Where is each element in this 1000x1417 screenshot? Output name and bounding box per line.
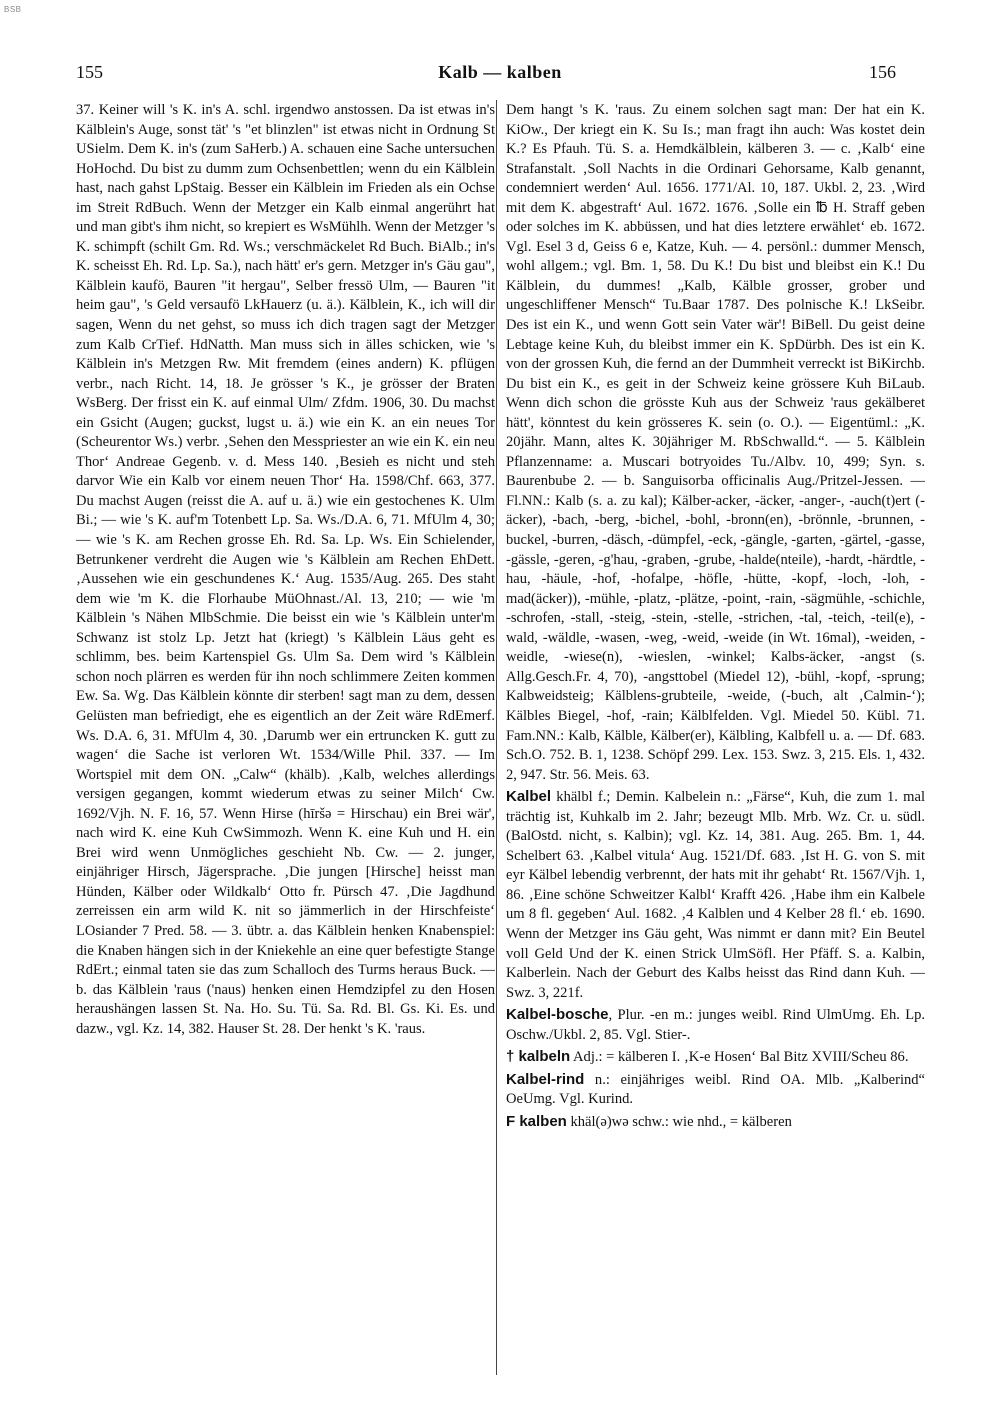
library-stamp: BSB: [4, 5, 22, 14]
lemma-kalbeln: † kalbeln: [506, 1048, 571, 1066]
entry-kalbel-rind: [506, 1070, 925, 1110]
entry-kalbel-bosche: [506, 1005, 925, 1045]
entry-kalbeln-text: Adj.: = kälberen I. ‚K-e Hosen‘ Bal Bitz XVIII/Scheu 86.: [570, 1049, 909, 1066]
running-title: Kalb — kalben: [438, 62, 562, 82]
column-divider: [496, 100, 497, 1375]
left-column: [76, 101, 495, 1391]
lemma-kalbel-bosche: Kalbel-bosche: [506, 1006, 609, 1024]
lemma-kalbel: Kalbel: [506, 788, 552, 806]
lemma-kalben: F kalben: [506, 1112, 567, 1130]
page-number-left: 155: [76, 62, 103, 82]
entry-kalbel-rind-text: n.: einjähriges weibl. Rind OA. Mlb. „Kalberind“ OeUmg. Vgl. Kurind.: [506, 1071, 925, 1108]
right-column-text: Dem hangt 's K. 'raus. Zu einem solchen sagt man: Der hat ein K. KiOw., Der kriegt ein K. Su Is.; man fragt ihn auch: Was kostet dein K.? Es Pfauh. Tü. S. a. Hemdkälblein, kälberen 3. — c. ‚Kalb‘ eine Strafanstalt. ‚Soll Nachts in die Ordinari Gehorsame, Kalb genannt, condemniert werden‘ Aul. 1656. 1771/Al. 10, 187. Ukbl. 2, 23. ‚Wird mit dem K. abgestraft‘ Aul. 1672. 1676. ‚Solle ein ℔ H. Straff geben oder solches im K. abbüssen, und hat dies letztere erwählet‘ eb. 1672. Vgl. Esel 3 d, Geiss 6 e, Katze, Kuh. — 4. persönl.: dummer Mensch, wohl allgem.; vgl. Bm. 1, 58. Du K.! Du bist und bleibst ein K.! Du Kälblein, du dummes! „Kalb, Kälble grosser, grober und ungeschliffener Mensch“ Tu.Baar 1787. Des polnische K.! LkSeibr. Des ist ein K., und wenn Gott sein Vater wär'! BiBell. Du geist deine Lebtage keine Kuh, du bleibst immer ein K. SpDürbh. Des ist ein K. von der grossen Kuh, die fernd an der Dummheit verreckt ist BiKirchb. Du bist ein K., es geit in der Schweiz keine grössere Kuh BiLaub. Wenn dich schon die grösste Kuh aus der Schweiz 'raus gekälberet hätt', könntest du kein grösseres K. sein (o. O.). — Eigentüml.: „K. 20jähr. Mann, altes K. 30jähriger M. RbSchwalld.“. — 5. Kälblein Pflanzenname: a. Muscari botryoides Tu./Albv. 10, 499; Syn. s. Baurenbube 2. — b. Sanguisorba officinalis Aug./Pritzel-Jessen. — Fl.NN.: Kalb (s. a. zu kal); Kälber-acker, -äcker, -anger-, -auch(t)ert (-äcker), -bach, -berg, -bichel, -bohl, -bronn(en), -brönnle, -brunnen, -buckel, -burren, -däsch, -dümpfel, -eck, -gängle, -garten, -gärtel, -gasse, -gässle, -geren, -g'hau, -graben, -grube, -halde(nteile), -hardt, -härdtle, -hau, -häule, -hof, -hofalpe, -höfle, -hütte, -kopf, -loch, -loh, -mad(äcker)), -mühle, -platz, -plätze, -point, -rain, -sägmühle, -schichle, -schrofen, -stall, -steig, -stein, -stelle, -strichen, -tal, -teich, -teil(e), -wald, -wäldle, -wasen, -weg, -weid, -weide (in Wt. 16mal), -weiden, -weidle, -wiese(n), -wieslen, -winkel; Kalbs-äcker, -angst (s. Allg.Gesch.Fr. 4, 70), -angsttobel (Miedel 12), -bühl, -kopf, -sprung; Kalbweidsteig; Kälblens-grubteile, -weide, (-buch, alt ‚Calmin-‘); Kälbles Biegel, -hof, -rain; Kälblfelden. Vgl. Miedel 50. Kübl. 71. Fam.NN.: Kalb, Kälble, Kälber(er), Kälbling, Kalbfell u. a. — Df. 683. Sch.O. 752. B. 1, 1238. Schöpf 299. Lex. 153. Swz. 3, 215. Els. 1, 432. 2, 947. Str. 56. Meis. 63.: [506, 102, 925, 783]
entry-kalbel: [506, 787, 925, 1003]
page-header: [0, 62, 1000, 86]
entry-kalbeln: [506, 1047, 925, 1068]
right-column: [506, 101, 925, 1391]
entry-kalbel-text: khälbl f.; Demin. Kalbelein n.: „Färse“, Kuh, die zum 1. mal trächtig ist, Kuhkalb im 2. Jahr; bezeugt Mlb. Mrb. Wz. Cr. u. südl. (BalOstd. nicht, s. Kalbin); vgl. Kz. 14, 381. Aug. 265. Bm. 1, 44. Schelbert 63. ‚Kalbel vitula‘ Aug. 1521/Df. 683. ‚Ist H. G. von S. mit eyr Kälbel lebendig verbrennt, der hats mit ihr gehabt‘ Rt. 1567/Vjh. 1, 86. ‚Eine schöne Schweitzer Kalbl‘ Krafft 426. ‚Habe ihm ein Kalbele um 8 fl. gegeben‘ Aul. 1682. ‚4 Kalblen und 4 Kelber 28 fl.‘ eb. 1690. Wenn der Metzger ins Gäu geht, Was nimmt er dann mit? Ein Beutel voll Geld Und der K. einen Strick UlmSöfl. Her Pfäff. S. a. Kalbin, Kalberlein. Nach der Geburt des Kalbs heisst das Rind dann Kuh. — Swz. 3, 221f.: [506, 789, 925, 1001]
page-number-right: 156: [869, 62, 896, 82]
entry-kalben: [506, 1112, 925, 1133]
left-column-text: 37. Keiner will 's K. in's A. schl. irgendwo anstossen. Da ist etwas in's Kälblein's Auge, sonst tät' 's "et blinzlen" ist etwas nicht in Ordnung St USielm. Dem K. in's (zum SaHerb.) A. schauen eine Sache untersuchen HoHochd. Du bist zu dumm zum Ochsenbettlen; wenn du ein Kälblein hast, nach gahst LpStaig. Besser ein Kälblein im Frieden als ein Ochse im Streit RdBuch. Wenn der Metzger ein Kalb einmal angerührt hat und man gibt's ihm nicht, so krepiert es WsMühlh. Wenn der Metzger 's K. schimpft (schilt Gm. Rd. Ws.; verschmäckelet Rd Buch. BiAlb.; in's K. scheisst Eh. Rd. Lp. Sa.), nach hätt' er's gern. Metzger in's Gäu gau", Kälblein kaufö, Bauren "it hergau", Selber fressö Ulm, — Bauren "it heim gau", 's Geld versaufö LkHauerz (u. ä.). Kälblein, K., ich will dir sagen, Wenn du net gehst, so muss ich dich tragen sagt der Metzger zum Kalb CrTief. HdNatth. Man muss sich in älles schicken, wie 's Kälblein in's Metzgen Rw. Mit fremdem (eines andern) K. pflügen verbr., nach Richt. 14, 18. Je grösser 's K., je grösser der Braten WsBerg. Der frisst ein K. auf einmal Ulm/ Zfdm. 1906, 30. Du machst ein Gsicht (Augen; guckst, lugst u. ä.) wie ein K. an ein neues Tor (Scheurentor Ws.) verbr. ‚Sehen den Messpriester an wie ein K. ein neu Thor‘ Andreae Gegenb. v. d. Mess 140. ‚Besieh es nicht und steh darvor Wie ein Kalb vor einem neuen Thor‘ Ha. 1598/Chf. 663, 377. Du machst Augen (reisst die A. auf u. ä.) wie ein gestochenes K. Ulm Bi.; — wie 's K. auf'm Totenbett Lp. Sa. Ws./D.A. 6, 71. MfUlm 4, 30; — wie 's K. am Rechen grosse Eh. Rd. Sa. Lp. Ws. Ein Schielender, Betrunkener verdreht die Augen wie 's Kälblein am Rechen EhDett. ‚Aussehen wie ein geschundenes K.‘ Aug. 1535/Aug. 265. Des staht dem wie 'm K. die Florhaube MüOhnast./Al. 13, 210; — wie 'm Kälblein 's Nähen MlbSchmie. Die beisst ein wie 's Kälblein unter'm Schwanz ist stolz Lp. Jetzt hat (kriegt) 's Kälblein Läus geht es schlimm, bes. beim Kartenspiel Gs. Ulm Sa. Dem wird 's Kälblein schon noch plärren es werden für ihn noch schlimmere Zeiten kommen Ew. Sa. Wg. Das Kälblein könnte dir sterben! sagt man zu dem, dessen Gelüsten man befriedigt, ehe es eigentlich an der Zeit wäre RdEmerf. Ws. D.A. 6, 31. MfUlm 4, 30. ‚Darumb wer ein ertruncken K. gutt zu wagen‘ die Sache ist verloren Wt. 1534/Wille Phil. 337. — Im Wortspiel mit dem ON. „Calw“ (khälb). ‚Kalb, welches allerdings versigen gegangen, kommt wiederum etwas zu seiner Milch‘ Cw. 1692/Vjh. N. F. 16, 57. Wenn Hirse (hīršə = Hirschau) ein Brei wär', nach wird K. eine Kuh CwSimmozh. Wenn K. eine Kuh und H. ein Brei wird wenn Unmögliches geschieht Nb. Cw. — 2. junger, einjähriger Hirsch, Jägersprache. ‚Die jungen [Hirsche] heisst man Hünden, Kälber oder Wildkalb‘ Otto fr. Pürsch 47. ‚Die Jagdhund zerreissen ein arm wild K. nit so jämmerlich in der Hirschfeiste‘ LOsiander 7 Pred. 58. — 3. übtr. a. das Kälblein henken Knabenspiel: die Knaben hängen sich in der Kniekehle an eine quer befestigte Stange RdErt.; einmal taten sie das zum Schalloch des Turms heraus Buck. — b. das Kälblein 'raus ('naus) henken einen Hemdzipfel zu den Hosen heraushängen lassen St. Na. Ho. Su. Tü. Sa. Rd. Bl. Gs. Ki. Es. und dazw., vgl. Kz. 14, 382. Hauser St. 28. Der henkt 's K. 'raus.: [76, 102, 495, 1037]
entry-kalben-text: khäl(ə)wə schw.: wie nhd., = kälberen: [566, 1113, 792, 1130]
lemma-kalbel-rind: Kalbel-rind: [506, 1070, 585, 1088]
entry-kalbel-bosche-text: , Plur. -en m.: junges weibl. Rind UlmUmg. Eh. Lp. Oschw./Ukbl. 2, 85. Vgl. Stier-.: [506, 1007, 925, 1043]
